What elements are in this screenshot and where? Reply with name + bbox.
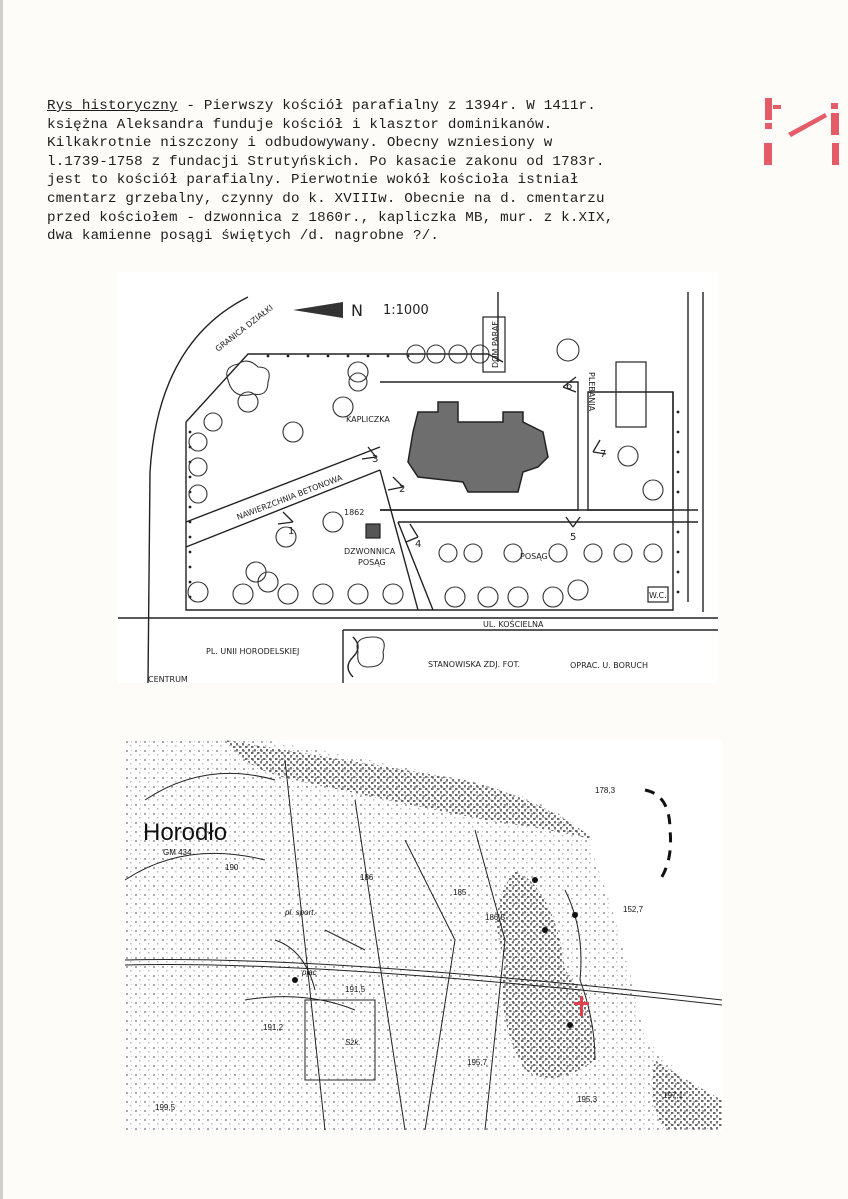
note-line: cmentarz grzebalny, czynny do k. XVIIIw. Obecnie na d. cmentarzu [47,190,605,207]
height-label: 195,7 [467,1058,488,1067]
note-line: dwa kamienne posągi świętych /d. nagrobne ?/. [47,228,440,245]
height-label: 195,3 [577,1095,598,1104]
label-centrum: CENTRUM [148,675,188,683]
note-line: - Pierwszy kościół parafialny z 1394r. W 1411r. [177,98,596,114]
site-plan-drawing [118,272,718,683]
label-pl-sport: pl. sport. [285,908,316,917]
red-registration-mark [763,95,843,170]
station-number: 6 [566,381,573,392]
label-nawierzchnia: NAWIERZCHNIA BETONOWA [235,473,344,522]
station-number: 1 [288,526,295,537]
scale-label: 1:1000 [383,303,429,318]
label-stanowiska: STANOWISKA ZDJ. FOT. [428,660,521,669]
height-label: 191,2 [263,1023,284,1032]
label-plac: plac [302,968,317,977]
note-lead: Rys historyczny [47,98,178,114]
road-label: GM 434 [163,848,192,857]
note-line: Kilkakrotnie niszczony i odbudowywany. Obecny wzniesiony w [47,135,553,152]
height-label: 186,5 [485,913,506,922]
height-label: 191,5 [345,985,366,994]
north-label: N [351,301,363,320]
note-line: l.1739-1758 z fundacji Strutyńskich. Po kasacie zakonu od 1783r. [47,153,605,170]
topographic-map [125,740,722,1130]
topographic-map-drawing [125,740,722,1130]
label-granica: GRANICA DZIAŁKI [213,303,275,354]
label-plebania: PLEBANIA [587,372,596,412]
label-wc: W.C. [649,591,667,600]
historical-note [47,97,747,246]
label-dzwonnica: DZWONNICA [344,547,396,556]
note-line: księżna Aleksandra funduje kościół i klasztor dominikanów. [47,116,553,133]
station-number: 4 [415,539,422,550]
height-label: 197,1 [663,1091,684,1100]
north-arrow-icon [293,302,343,318]
label-dom-paraf: DOM PARAF. [491,319,500,368]
label-posag: POSĄG [520,552,548,561]
station-number: 2 [399,484,406,495]
station-number: 7 [600,449,607,460]
station-number: 5 [570,532,577,543]
label-1862: 1862 [344,508,365,517]
height-label: 190 [225,863,239,872]
label-pl-unii: PL. UNII HORODELSKIEJ [206,647,300,656]
site-plan [118,272,718,683]
town-name: Horodło [143,819,228,846]
height-label: 185 [453,888,467,897]
label-oprac: OPRAC. U. BORUCH [570,661,648,670]
height-label: 199,5 [155,1103,176,1112]
label-kapliczka: KAPLICZKA [346,415,390,424]
height-label: 186 [360,873,374,882]
church-footprint [408,402,548,492]
label-szk: Szk. [345,1038,361,1047]
height-label: 152,7 [623,905,644,914]
note-line: przed kościołem - dzwonnica z 1860r., kapliczka MB, mur. z k.XIX, [47,209,614,226]
station-number: 3 [372,454,379,465]
label-posag: POSĄG [358,558,386,567]
label-ul-koscielna: UL. KOŚCIELNA [483,620,544,629]
height-label: 178,3 [595,786,616,795]
note-line: jest to kościół parafialny. Pierwotnie wokół kościoła istniał [47,172,579,189]
